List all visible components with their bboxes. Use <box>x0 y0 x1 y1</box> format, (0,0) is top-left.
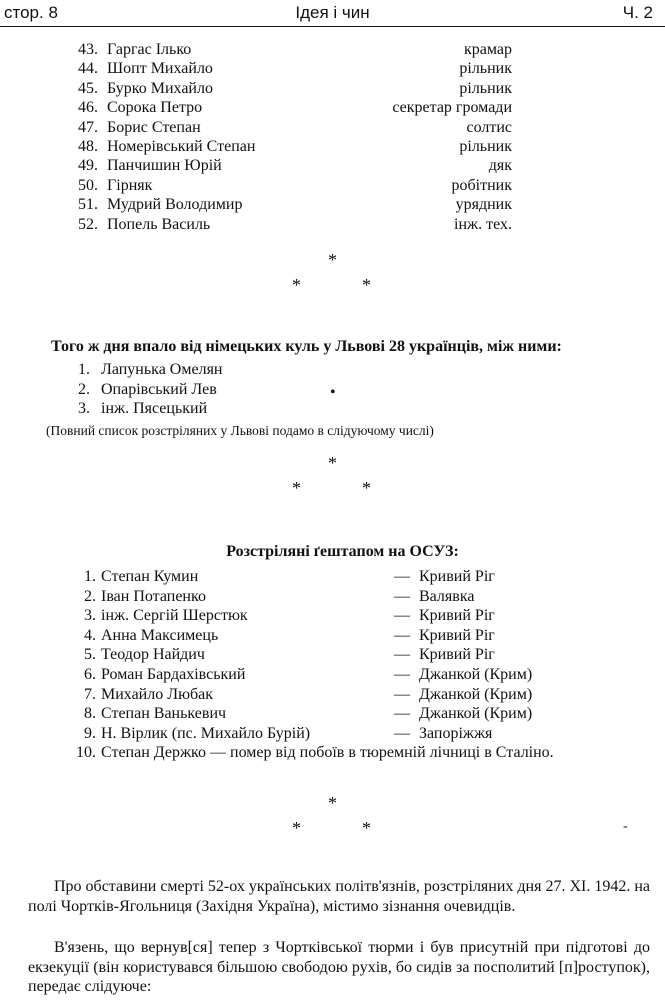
section-heading-lviv: Того ж дня впало від німецьких куль у Львові 28 українців, між ними: <box>51 338 562 355</box>
list-item: 1. Лапунька Омелян <box>78 361 223 378</box>
list-item: 3. інж. Пясецький <box>78 400 208 418</box>
list-item: 52. Попель Василь інж. тех. <box>78 215 512 233</box>
list-item: 48. Номерівський Степан рільник <box>78 137 512 155</box>
body-paragraph: В'язень, що вернув[ся] тепер з Чортківської тюрми і був присутній при підготові до екзекуції (він користувався більшою свободою рухів, бо сидів за посполитий [п]роступок), передає слідуюче: <box>28 939 650 995</box>
list-item: 44. Шопт Михайло рільник <box>78 60 512 78</box>
list-item: 3. інж. Сергій Шерстюк — Кривий Ріг <box>84 607 495 625</box>
asterisk: * <box>328 793 337 813</box>
list-item: 4. Анна Максимець — Кривий Ріг <box>84 626 495 644</box>
asterisk: * <box>362 478 371 498</box>
list-item: 47. Борис Степан солтис <box>78 118 512 136</box>
list-item: 10. Степан Держко — помер від побоїв в тюремній лічниці в Сталіно. <box>76 744 554 762</box>
asterisk: * <box>292 275 301 295</box>
asterisk: * <box>362 275 371 295</box>
list-item: 1. Степан Кумин — Кривий Ріг <box>84 568 495 585</box>
list-item: 5. Теодор Найдич — Кривий Ріг <box>84 646 495 664</box>
list-item: 50. Гірняк робітник <box>78 176 512 194</box>
lviv-victims-list <box>78 360 578 419</box>
issue-number: Ч. 2 <box>622 3 653 22</box>
section-heading-osuz: Розстріляні ґештапом на ОСУЗ: <box>226 543 459 560</box>
body-paragraph: Про обставини смерті 52-ох українських політв'язнів, розстріляних дня 27. XI. 1942. на полі Чортків-Ягольниця (Західня Україна), містимо зізнання очевидців. <box>28 878 651 915</box>
page-header <box>0 2 665 27</box>
asterisk: * <box>362 818 371 838</box>
stray-dot: • <box>330 384 336 401</box>
list-item: 6. Роман Бардахівський — Джанкой (Крим) <box>84 665 533 683</box>
list-item: 7. Михайло Любак — Джанкой (Крим) <box>84 685 533 703</box>
osuz-victims-list <box>74 567 664 763</box>
list-item: 8. Степан Ванькевич — Джанкой (Крим) <box>84 705 533 723</box>
list-item: 9. Н. Вірлик (пс. Михайло Бурій) — Запоріжжя <box>84 724 493 742</box>
stray-mark: - <box>623 819 628 834</box>
list-item: 2. Опарівський Лев <box>78 380 217 398</box>
asterisk: * <box>328 453 337 473</box>
asterisk: * <box>328 250 337 270</box>
list-item: 51. Мудрий Володимир урядник <box>78 196 512 214</box>
page-number: стор. 8 <box>4 3 58 22</box>
asterisk: * <box>292 478 301 498</box>
list-item: 46. Сорока Петро секретар громади <box>78 99 512 117</box>
publication-title: Ідея і чин <box>295 3 370 22</box>
list-item: 45. Бурко Михайло рільник <box>78 79 512 97</box>
list-item: 49. Панчишин Юрій дяк <box>78 157 512 175</box>
list-item: 43. Гаргас Ілько крамар <box>78 41 512 58</box>
victims-list-continued <box>78 40 512 234</box>
asterisk: * <box>292 818 301 838</box>
editorial-note: (Повний список розстріляних у Львові подамо в слідуючому числі) <box>46 423 434 438</box>
list-item: 2. Іван Потапенко — Валявка <box>84 587 475 605</box>
